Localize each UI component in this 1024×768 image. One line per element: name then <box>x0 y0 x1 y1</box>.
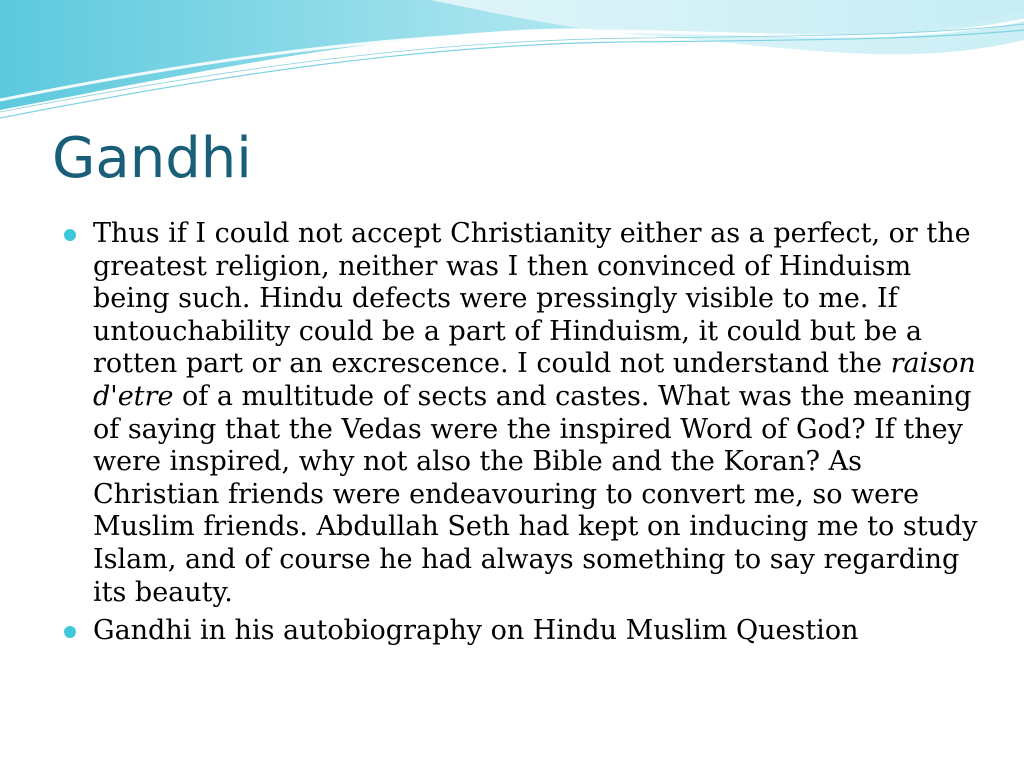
bullet-quote <box>60 218 980 609</box>
source-text: Gandhi in his autobiography on Hindu Muslim Question <box>93 615 859 647</box>
bullet-list <box>60 218 980 654</box>
bullet-source <box>60 615 980 648</box>
bullet-dot-icon <box>64 229 76 241</box>
quote-text-end: of a multitude of sects and castes. What was the meaning of saying that the Vedas were the inspired Word of God? If they were inspired, why not also the Bible and the Koran? As Christian friends were endeavouring to convert me, so were Muslim friends. Abdullah Seth had kept on inducing me to study Islam, and of course he had always something to say regarding its beauty. <box>93 380 978 608</box>
slide-title: Gandhi <box>52 126 252 191</box>
quote-italic-phrase: raison d'etre <box>93 348 976 412</box>
bullet-dot-icon <box>64 626 76 638</box>
header-wave-decoration <box>0 0 1024 130</box>
quote-text-start: Thus if I could not accept Christianity either as a perfect, or the greatest religion, neither was I then convinced of Hinduism being such. Hindu defects were pressingly visible to me. If untouchability could be a part of Hinduism, it could but be a rotten part or an excrescence. I could not understand the <box>93 218 971 380</box>
